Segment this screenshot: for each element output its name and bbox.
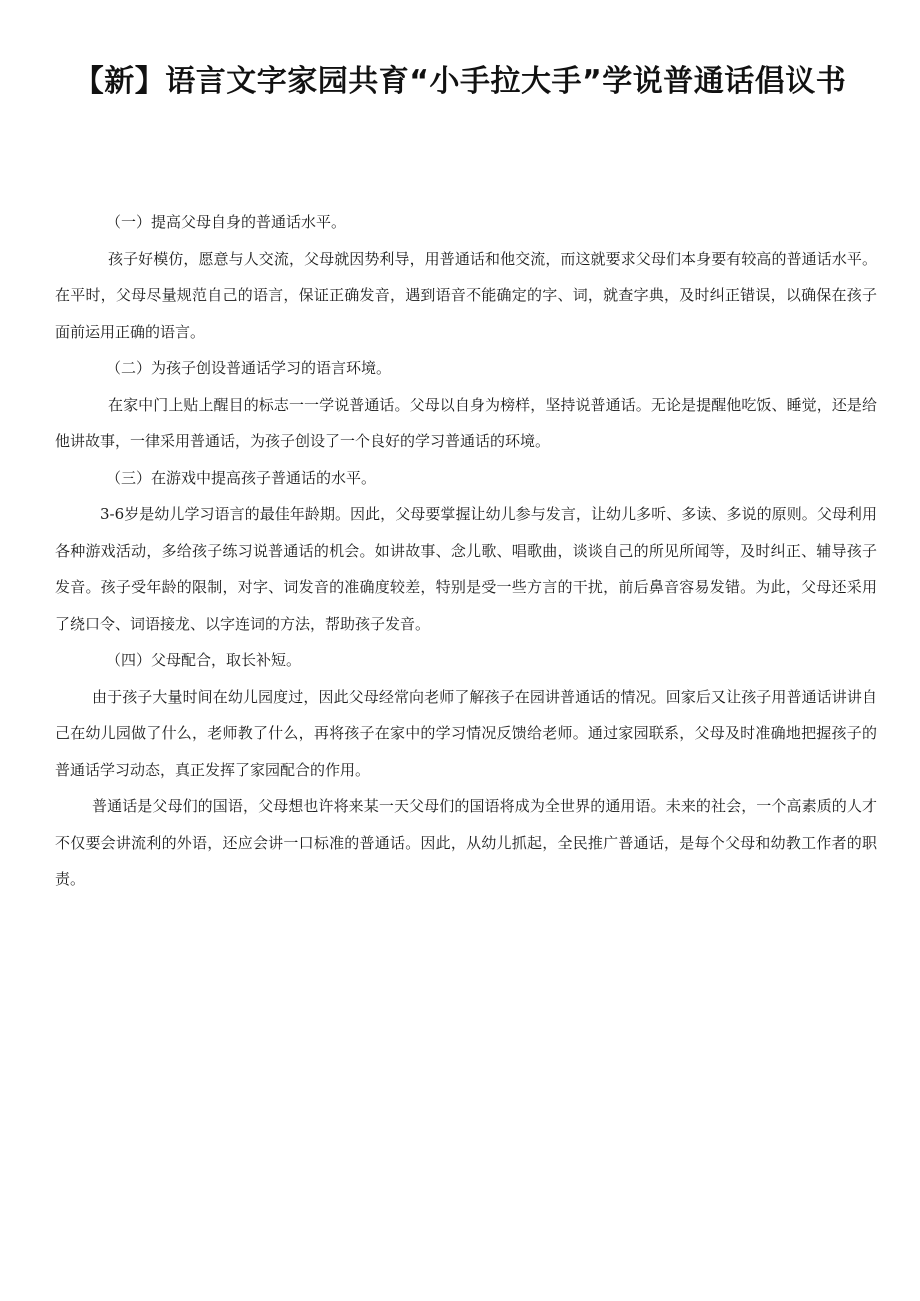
section-paragraph-3: 3-6岁是幼儿学习语言的最佳年龄期。因此，父母要掌握让幼儿参与发言，让幼儿多听、多读、多说的原则。父母利用各种游戏活动，多给孩子练习说普通话的机会。如讲故事、念儿歌、唱歌曲，谈谈自己的所见所闻等，及时纠正、辅导孩子发音。孩子受年龄的限制，对字、词发音的准确度较差，特别是受一些方言的干扰，前后鼻音容易发错。为此，父母还采用了绕口令、词语接龙、以字连词的方法，帮助孩子发音。 [55, 505, 877, 633]
document-body [55, 204, 877, 898]
section-paragraph-4: 由于孩子大量时间在幼儿园度过，因此父母经常向老师了解孩子在园讲普通话的情况。回家后又让孩子用普通话讲讲自己在幼儿园做了什么，老师教了什么，再将孩子在家中的学习情况反馈给老师。通过家园联系，父母及时准确地把握孩子的普通话学习动态，真正发挥了家园配合的作用。 [55, 687, 877, 779]
section-heading-2: （二）为孩子创设普通话学习的语言环境。 [106, 359, 392, 377]
section-paragraph-1: 孩子好模仿，愿意与人交流，父母就因势利导，用普通话和他交流，而这就要求父母们本身要有较高的普通话水平。在平时，父母尽量规范自己的语言，保证正确发音，遇到语音不能确定的字、词，就查字典，及时纠正错误，以确保在孩子面前运用正确的语言。 [55, 249, 877, 341]
section-heading-3: （三）在游戏中提高孩子普通话的水平。 [106, 468, 377, 487]
section-paragraph-2: 在家中门上贴上醒目的标志一一学说普通话。父母以自身为榜样，坚持说普通话。无论是提醒他吃饭、睡觉，还是给他讲故事，一律采用普通话，为孩子创设了一个良好的学习普通话的环境。 [55, 395, 877, 450]
section-heading-1: （一）提高父母自身的普通话水平。 [106, 213, 347, 231]
section-heading-4: （四）父母配合，取长补短。 [106, 651, 302, 669]
document-title: 【新】语言文字家园共育“小手拉大手”学说普通话倡议书 [73, 64, 847, 99]
closing-paragraph: 普通话是父母们的国语，父母想也许将来某一天父母们的国语将成为全世界的通用语。未来的社会，一个高素质的人才不仅要会讲流利的外语，还应会讲一口标准的普通话。因此，从幼儿抓起，全民推广普通话，是每个父母和幼教工作者的职责。 [55, 797, 877, 888]
